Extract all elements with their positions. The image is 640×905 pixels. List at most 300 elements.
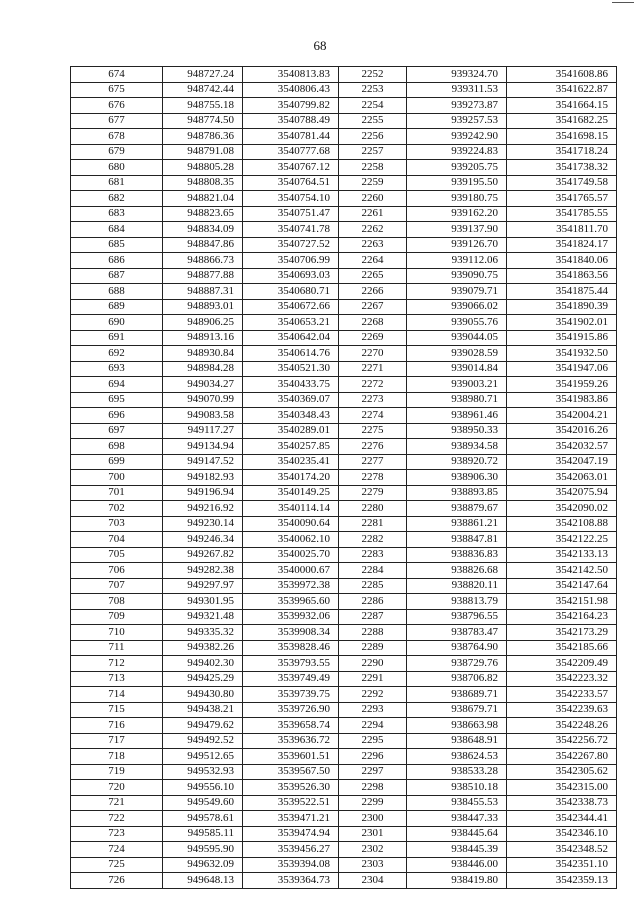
x-coordinate-right: 938893.85 bbox=[407, 485, 507, 501]
page-edge-mark bbox=[612, 2, 634, 3]
x-coordinate-right: 938796.55 bbox=[407, 609, 507, 625]
x-coordinate-left: 949117.27 bbox=[163, 423, 243, 439]
point-number-left: 696 bbox=[71, 408, 163, 424]
y-coordinate-right: 3542338.73 bbox=[507, 795, 617, 811]
table-row bbox=[71, 857, 617, 873]
point-number-right: 2287 bbox=[339, 609, 407, 625]
y-coordinate-left: 3540369.07 bbox=[243, 392, 339, 408]
x-coordinate-right: 939055.76 bbox=[407, 315, 507, 331]
y-coordinate-left: 3540653.21 bbox=[243, 315, 339, 331]
x-coordinate-left: 949134.94 bbox=[163, 439, 243, 455]
point-number-left: 690 bbox=[71, 315, 163, 331]
y-coordinate-right: 3542122.25 bbox=[507, 532, 617, 548]
y-coordinate-right: 3542233.57 bbox=[507, 687, 617, 703]
point-number-left: 723 bbox=[71, 826, 163, 842]
y-coordinate-left: 3540777.68 bbox=[243, 144, 339, 160]
y-coordinate-right: 3541863.56 bbox=[507, 268, 617, 284]
x-coordinate-right: 938764.90 bbox=[407, 640, 507, 656]
x-coordinate-left: 948834.09 bbox=[163, 222, 243, 238]
x-coordinate-right: 938624.53 bbox=[407, 749, 507, 765]
point-number-right: 2291 bbox=[339, 671, 407, 687]
table-row bbox=[71, 144, 617, 160]
x-coordinate-left: 949430.80 bbox=[163, 687, 243, 703]
point-number-left: 689 bbox=[71, 299, 163, 315]
point-number-left: 706 bbox=[71, 563, 163, 579]
y-coordinate-left: 3540257.85 bbox=[243, 439, 339, 455]
table-row bbox=[71, 299, 617, 315]
point-number-left: 679 bbox=[71, 144, 163, 160]
point-number-left: 691 bbox=[71, 330, 163, 346]
y-coordinate-right: 3542344.41 bbox=[507, 811, 617, 827]
y-coordinate-left: 3540000.67 bbox=[243, 563, 339, 579]
x-coordinate-left: 948887.31 bbox=[163, 284, 243, 300]
table-row bbox=[71, 733, 617, 749]
x-coordinate-right: 939014.84 bbox=[407, 361, 507, 377]
x-coordinate-left: 949216.92 bbox=[163, 501, 243, 517]
y-coordinate-left: 3539364.73 bbox=[243, 873, 339, 889]
point-number-right: 2265 bbox=[339, 268, 407, 284]
y-coordinate-left: 3539474.94 bbox=[243, 826, 339, 842]
y-coordinate-left: 3540614.76 bbox=[243, 346, 339, 362]
table-row bbox=[71, 594, 617, 610]
y-coordinate-right: 3542047.19 bbox=[507, 454, 617, 470]
y-coordinate-right: 3542151.98 bbox=[507, 594, 617, 610]
x-coordinate-left: 948893.01 bbox=[163, 299, 243, 315]
point-number-left: 704 bbox=[71, 532, 163, 548]
y-coordinate-left: 3540799.82 bbox=[243, 98, 339, 114]
y-coordinate-right: 3542004.21 bbox=[507, 408, 617, 424]
point-number-left: 678 bbox=[71, 129, 163, 145]
point-number-left: 725 bbox=[71, 857, 163, 873]
y-coordinate-left: 3539658.74 bbox=[243, 718, 339, 734]
x-coordinate-right: 938663.98 bbox=[407, 718, 507, 734]
x-coordinate-right: 939311.53 bbox=[407, 82, 507, 98]
point-number-left: 708 bbox=[71, 594, 163, 610]
point-number-right: 2277 bbox=[339, 454, 407, 470]
x-coordinate-left: 948791.08 bbox=[163, 144, 243, 160]
table-row bbox=[71, 625, 617, 641]
y-coordinate-right: 3541785.55 bbox=[507, 206, 617, 222]
x-coordinate-left: 949648.13 bbox=[163, 873, 243, 889]
point-number-left: 721 bbox=[71, 795, 163, 811]
x-coordinate-left: 949246.34 bbox=[163, 532, 243, 548]
x-coordinate-left: 948808.35 bbox=[163, 175, 243, 191]
x-coordinate-right: 938950.33 bbox=[407, 423, 507, 439]
y-coordinate-left: 3540754.10 bbox=[243, 191, 339, 207]
table-row bbox=[71, 470, 617, 486]
point-number-right: 2253 bbox=[339, 82, 407, 98]
point-number-right: 2258 bbox=[339, 160, 407, 176]
point-number-left: 688 bbox=[71, 284, 163, 300]
y-coordinate-right: 3541959.26 bbox=[507, 377, 617, 393]
point-number-left: 701 bbox=[71, 485, 163, 501]
point-number-right: 2279 bbox=[339, 485, 407, 501]
point-number-left: 705 bbox=[71, 547, 163, 563]
point-number-right: 2268 bbox=[339, 315, 407, 331]
point-number-right: 2275 bbox=[339, 423, 407, 439]
x-coordinate-left: 948742.44 bbox=[163, 82, 243, 98]
y-coordinate-right: 3541890.39 bbox=[507, 299, 617, 315]
y-coordinate-right: 3542090.02 bbox=[507, 501, 617, 517]
point-number-left: 677 bbox=[71, 113, 163, 129]
x-coordinate-right: 938445.39 bbox=[407, 842, 507, 858]
point-number-left: 703 bbox=[71, 516, 163, 532]
y-coordinate-left: 3539739.75 bbox=[243, 687, 339, 703]
point-number-right: 2276 bbox=[339, 439, 407, 455]
y-coordinate-left: 3540741.78 bbox=[243, 222, 339, 238]
point-number-left: 711 bbox=[71, 640, 163, 656]
x-coordinate-right: 938689.71 bbox=[407, 687, 507, 703]
x-coordinate-left: 948786.36 bbox=[163, 129, 243, 145]
x-coordinate-right: 939324.70 bbox=[407, 67, 507, 83]
y-coordinate-left: 3540788.49 bbox=[243, 113, 339, 129]
point-number-left: 718 bbox=[71, 749, 163, 765]
point-number-right: 2259 bbox=[339, 175, 407, 191]
x-coordinate-left: 949549.60 bbox=[163, 795, 243, 811]
y-coordinate-right: 3542173.29 bbox=[507, 625, 617, 641]
y-coordinate-right: 3542063.01 bbox=[507, 470, 617, 486]
point-number-right: 2269 bbox=[339, 330, 407, 346]
point-number-right: 2294 bbox=[339, 718, 407, 734]
point-number-right: 2267 bbox=[339, 299, 407, 315]
x-coordinate-right: 939257.53 bbox=[407, 113, 507, 129]
y-coordinate-left: 3539726.90 bbox=[243, 702, 339, 718]
point-number-right: 2290 bbox=[339, 656, 407, 672]
table-row bbox=[71, 811, 617, 827]
y-coordinate-left: 3539749.49 bbox=[243, 671, 339, 687]
point-number-left: 692 bbox=[71, 346, 163, 362]
y-coordinate-left: 3540062.10 bbox=[243, 532, 339, 548]
table-row bbox=[71, 330, 617, 346]
point-number-left: 686 bbox=[71, 253, 163, 269]
x-coordinate-left: 949402.30 bbox=[163, 656, 243, 672]
x-coordinate-left: 949034.27 bbox=[163, 377, 243, 393]
table-row bbox=[71, 268, 617, 284]
point-number-right: 2264 bbox=[339, 253, 407, 269]
y-coordinate-right: 3541947.06 bbox=[507, 361, 617, 377]
y-coordinate-left: 3539636.72 bbox=[243, 733, 339, 749]
y-coordinate-right: 3542346.10 bbox=[507, 826, 617, 842]
y-coordinate-right: 3542223.32 bbox=[507, 671, 617, 687]
table-row bbox=[71, 656, 617, 672]
y-coordinate-left: 3539601.51 bbox=[243, 749, 339, 765]
x-coordinate-right: 938813.79 bbox=[407, 594, 507, 610]
point-number-right: 2261 bbox=[339, 206, 407, 222]
point-number-left: 715 bbox=[71, 702, 163, 718]
point-number-right: 2297 bbox=[339, 764, 407, 780]
y-coordinate-right: 3541682.25 bbox=[507, 113, 617, 129]
x-coordinate-right: 938836.83 bbox=[407, 547, 507, 563]
x-coordinate-left: 949382.26 bbox=[163, 640, 243, 656]
point-number-left: 680 bbox=[71, 160, 163, 176]
x-coordinate-left: 949632.09 bbox=[163, 857, 243, 873]
x-coordinate-right: 939224.83 bbox=[407, 144, 507, 160]
table-row bbox=[71, 764, 617, 780]
x-coordinate-right: 938826.68 bbox=[407, 563, 507, 579]
x-coordinate-left: 948821.04 bbox=[163, 191, 243, 207]
y-coordinate-right: 3541622.87 bbox=[507, 82, 617, 98]
point-number-left: 714 bbox=[71, 687, 163, 703]
table-row bbox=[71, 237, 617, 253]
y-coordinate-left: 3539972.38 bbox=[243, 578, 339, 594]
table-row bbox=[71, 702, 617, 718]
point-number-right: 2255 bbox=[339, 113, 407, 129]
y-coordinate-left: 3540433.75 bbox=[243, 377, 339, 393]
point-number-left: 702 bbox=[71, 501, 163, 517]
x-coordinate-left: 949267.82 bbox=[163, 547, 243, 563]
point-number-left: 694 bbox=[71, 377, 163, 393]
x-coordinate-left: 949512.65 bbox=[163, 749, 243, 765]
x-coordinate-right: 939205.75 bbox=[407, 160, 507, 176]
table-row bbox=[71, 578, 617, 594]
y-coordinate-right: 3542248.26 bbox=[507, 718, 617, 734]
y-coordinate-left: 3539828.46 bbox=[243, 640, 339, 656]
x-coordinate-right: 938510.18 bbox=[407, 780, 507, 796]
y-coordinate-right: 3542075.94 bbox=[507, 485, 617, 501]
table-row bbox=[71, 780, 617, 796]
table-row bbox=[71, 284, 617, 300]
x-coordinate-left: 949438.21 bbox=[163, 702, 243, 718]
point-number-right: 2303 bbox=[339, 857, 407, 873]
x-coordinate-right: 939273.87 bbox=[407, 98, 507, 114]
table-row bbox=[71, 547, 617, 563]
y-coordinate-left: 3540767.12 bbox=[243, 160, 339, 176]
x-coordinate-right: 938961.46 bbox=[407, 408, 507, 424]
point-number-left: 693 bbox=[71, 361, 163, 377]
y-coordinate-right: 3542315.00 bbox=[507, 780, 617, 796]
y-coordinate-left: 3540521.30 bbox=[243, 361, 339, 377]
y-coordinate-right: 3541718.24 bbox=[507, 144, 617, 160]
table-row bbox=[71, 439, 617, 455]
y-coordinate-right: 3541749.58 bbox=[507, 175, 617, 191]
point-number-left: 707 bbox=[71, 578, 163, 594]
y-coordinate-left: 3540781.44 bbox=[243, 129, 339, 145]
point-number-left: 683 bbox=[71, 206, 163, 222]
x-coordinate-left: 949479.62 bbox=[163, 718, 243, 734]
y-coordinate-left: 3540751.47 bbox=[243, 206, 339, 222]
y-coordinate-right: 3541932.50 bbox=[507, 346, 617, 362]
x-coordinate-right: 938445.64 bbox=[407, 826, 507, 842]
table-row bbox=[71, 749, 617, 765]
table-row bbox=[71, 826, 617, 842]
point-number-left: 684 bbox=[71, 222, 163, 238]
point-number-right: 2272 bbox=[339, 377, 407, 393]
point-number-left: 712 bbox=[71, 656, 163, 672]
y-coordinate-right: 3542348.52 bbox=[507, 842, 617, 858]
x-coordinate-right: 938906.30 bbox=[407, 470, 507, 486]
table-row bbox=[71, 501, 617, 517]
x-coordinate-right: 938446.00 bbox=[407, 857, 507, 873]
point-number-left: 700 bbox=[71, 470, 163, 486]
point-number-right: 2301 bbox=[339, 826, 407, 842]
x-coordinate-left: 948823.65 bbox=[163, 206, 243, 222]
y-coordinate-left: 3540235.41 bbox=[243, 454, 339, 470]
point-number-left: 697 bbox=[71, 423, 163, 439]
table-row bbox=[71, 67, 617, 83]
point-number-right: 2299 bbox=[339, 795, 407, 811]
page-number: 68 bbox=[313, 38, 327, 53]
x-coordinate-left: 948805.28 bbox=[163, 160, 243, 176]
table-row bbox=[71, 82, 617, 98]
y-coordinate-left: 3540672.66 bbox=[243, 299, 339, 315]
y-coordinate-right: 3542239.63 bbox=[507, 702, 617, 718]
x-coordinate-left: 949492.52 bbox=[163, 733, 243, 749]
y-coordinate-left: 3540090.64 bbox=[243, 516, 339, 532]
x-coordinate-left: 949230.14 bbox=[163, 516, 243, 532]
y-coordinate-left: 3540680.71 bbox=[243, 284, 339, 300]
y-coordinate-left: 3540114.14 bbox=[243, 501, 339, 517]
y-coordinate-right: 3542256.72 bbox=[507, 733, 617, 749]
table-row bbox=[71, 377, 617, 393]
x-coordinate-left: 948847.86 bbox=[163, 237, 243, 253]
point-number-right: 2284 bbox=[339, 563, 407, 579]
y-coordinate-right: 3541824.17 bbox=[507, 237, 617, 253]
x-coordinate-right: 938820.11 bbox=[407, 578, 507, 594]
x-coordinate-left: 949147.52 bbox=[163, 454, 243, 470]
y-coordinate-left: 3539526.30 bbox=[243, 780, 339, 796]
table-row bbox=[71, 361, 617, 377]
y-coordinate-right: 3541765.57 bbox=[507, 191, 617, 207]
y-coordinate-right: 3542147.64 bbox=[507, 578, 617, 594]
x-coordinate-left: 948755.18 bbox=[163, 98, 243, 114]
point-number-right: 2293 bbox=[339, 702, 407, 718]
table-row bbox=[71, 532, 617, 548]
table-row bbox=[71, 485, 617, 501]
point-number-left: 726 bbox=[71, 873, 163, 889]
point-number-left: 716 bbox=[71, 718, 163, 734]
y-coordinate-right: 3542133.13 bbox=[507, 547, 617, 563]
x-coordinate-right: 939137.90 bbox=[407, 222, 507, 238]
y-coordinate-right: 3541738.32 bbox=[507, 160, 617, 176]
point-number-right: 2298 bbox=[339, 780, 407, 796]
x-coordinate-left: 949083.58 bbox=[163, 408, 243, 424]
point-number-left: 695 bbox=[71, 392, 163, 408]
point-number-right: 2289 bbox=[339, 640, 407, 656]
x-coordinate-right: 939066.02 bbox=[407, 299, 507, 315]
y-coordinate-left: 3540693.03 bbox=[243, 268, 339, 284]
point-number-right: 2288 bbox=[339, 625, 407, 641]
x-coordinate-left: 949070.99 bbox=[163, 392, 243, 408]
y-coordinate-right: 3542142.50 bbox=[507, 563, 617, 579]
point-number-left: 717 bbox=[71, 733, 163, 749]
table-row bbox=[71, 175, 617, 191]
point-number-right: 2273 bbox=[339, 392, 407, 408]
x-coordinate-left: 948866.73 bbox=[163, 253, 243, 269]
point-number-right: 2304 bbox=[339, 873, 407, 889]
x-coordinate-right: 938879.67 bbox=[407, 501, 507, 517]
point-number-right: 2302 bbox=[339, 842, 407, 858]
x-coordinate-right: 938920.72 bbox=[407, 454, 507, 470]
x-coordinate-right: 938934.58 bbox=[407, 439, 507, 455]
x-coordinate-right: 938847.81 bbox=[407, 532, 507, 548]
y-coordinate-right: 3541664.15 bbox=[507, 98, 617, 114]
y-coordinate-left: 3540289.01 bbox=[243, 423, 339, 439]
x-coordinate-right: 938980.71 bbox=[407, 392, 507, 408]
y-coordinate-right: 3541608.86 bbox=[507, 67, 617, 83]
coordinates-table-body bbox=[71, 67, 617, 889]
x-coordinate-left: 949532.93 bbox=[163, 764, 243, 780]
table-row bbox=[71, 718, 617, 734]
table-row bbox=[71, 423, 617, 439]
y-coordinate-right: 3542032.57 bbox=[507, 439, 617, 455]
x-coordinate-right: 939180.75 bbox=[407, 191, 507, 207]
y-coordinate-left: 3540806.43 bbox=[243, 82, 339, 98]
x-coordinate-right: 939112.06 bbox=[407, 253, 507, 269]
table-row bbox=[71, 346, 617, 362]
x-coordinate-left: 949196.94 bbox=[163, 485, 243, 501]
x-coordinate-right: 938729.76 bbox=[407, 656, 507, 672]
table-row bbox=[71, 253, 617, 269]
x-coordinate-right: 939126.70 bbox=[407, 237, 507, 253]
point-number-right: 2274 bbox=[339, 408, 407, 424]
table-row bbox=[71, 795, 617, 811]
table-row bbox=[71, 873, 617, 889]
y-coordinate-right: 3542016.26 bbox=[507, 423, 617, 439]
x-coordinate-left: 948906.25 bbox=[163, 315, 243, 331]
y-coordinate-right: 3542351.10 bbox=[507, 857, 617, 873]
point-number-left: 710 bbox=[71, 625, 163, 641]
y-coordinate-left: 3539456.27 bbox=[243, 842, 339, 858]
point-number-right: 2295 bbox=[339, 733, 407, 749]
table-row bbox=[71, 315, 617, 331]
table-row bbox=[71, 454, 617, 470]
y-coordinate-left: 3540025.70 bbox=[243, 547, 339, 563]
x-coordinate-right: 939028.59 bbox=[407, 346, 507, 362]
y-coordinate-left: 3540706.99 bbox=[243, 253, 339, 269]
point-number-left: 713 bbox=[71, 671, 163, 687]
y-coordinate-left: 3540813.83 bbox=[243, 67, 339, 83]
point-number-left: 709 bbox=[71, 609, 163, 625]
table-row bbox=[71, 687, 617, 703]
y-coordinate-left: 3539793.55 bbox=[243, 656, 339, 672]
y-coordinate-right: 3542164.23 bbox=[507, 609, 617, 625]
x-coordinate-left: 949556.10 bbox=[163, 780, 243, 796]
x-coordinate-left: 948727.24 bbox=[163, 67, 243, 83]
point-number-right: 2296 bbox=[339, 749, 407, 765]
point-number-left: 724 bbox=[71, 842, 163, 858]
y-coordinate-right: 3541811.70 bbox=[507, 222, 617, 238]
y-coordinate-left: 3540348.43 bbox=[243, 408, 339, 424]
table-row bbox=[71, 206, 617, 222]
table-row bbox=[71, 113, 617, 129]
x-coordinate-left: 949585.11 bbox=[163, 826, 243, 842]
x-coordinate-right: 939162.20 bbox=[407, 206, 507, 222]
point-number-left: 698 bbox=[71, 439, 163, 455]
point-number-left: 682 bbox=[71, 191, 163, 207]
point-number-right: 2252 bbox=[339, 67, 407, 83]
point-number-right: 2270 bbox=[339, 346, 407, 362]
point-number-left: 676 bbox=[71, 98, 163, 114]
point-number-right: 2256 bbox=[339, 129, 407, 145]
y-coordinate-left: 3540642.04 bbox=[243, 330, 339, 346]
x-coordinate-right: 939242.90 bbox=[407, 129, 507, 145]
table-row bbox=[71, 516, 617, 532]
x-coordinate-right: 938447.33 bbox=[407, 811, 507, 827]
point-number-left: 675 bbox=[71, 82, 163, 98]
y-coordinate-right: 3541983.86 bbox=[507, 392, 617, 408]
y-coordinate-left: 3540764.51 bbox=[243, 175, 339, 191]
point-number-right: 2292 bbox=[339, 687, 407, 703]
point-number-right: 2283 bbox=[339, 547, 407, 563]
x-coordinate-right: 938706.82 bbox=[407, 671, 507, 687]
table-row bbox=[71, 408, 617, 424]
point-number-left: 722 bbox=[71, 811, 163, 827]
point-number-right: 2286 bbox=[339, 594, 407, 610]
y-coordinate-right: 3542209.49 bbox=[507, 656, 617, 672]
y-coordinate-left: 3539965.60 bbox=[243, 594, 339, 610]
x-coordinate-right: 938679.71 bbox=[407, 702, 507, 718]
point-number-right: 2281 bbox=[339, 516, 407, 532]
